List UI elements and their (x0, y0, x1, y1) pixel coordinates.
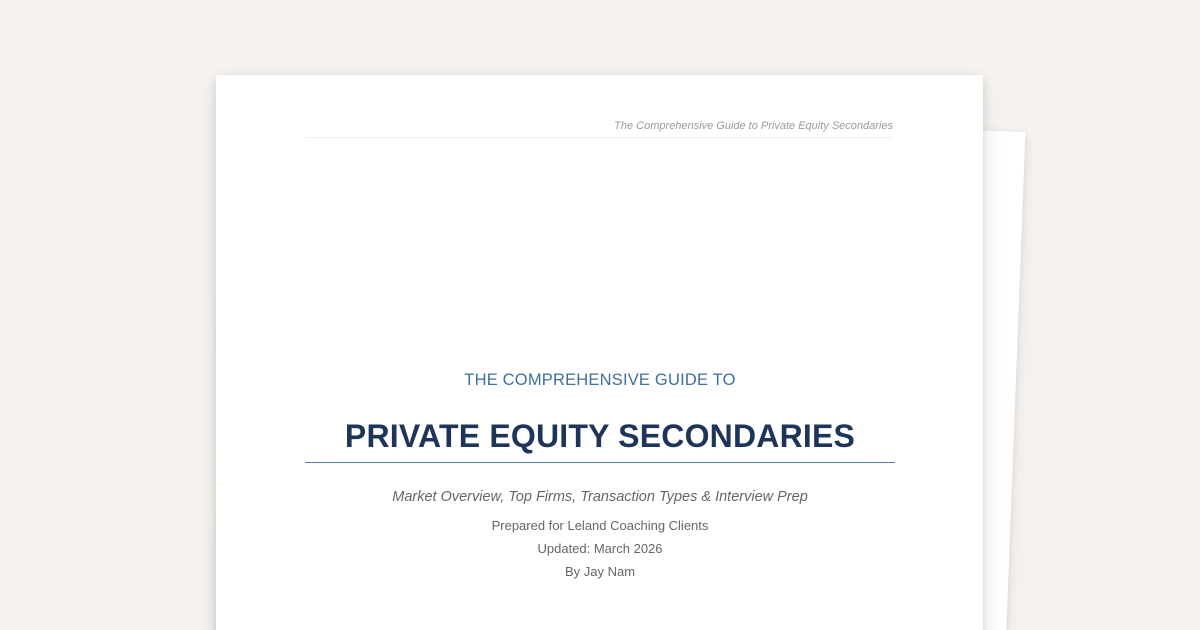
running-header: The Comprehensive Guide to Private Equity Secondaries (305, 119, 893, 138)
document-title: PRIVATE EQUITY SECONDARIES (344, 418, 856, 455)
updated-date-line: Updated: March 2026 (537, 541, 663, 556)
author-line: By Jay Nam (564, 564, 636, 579)
document-overline: THE COMPREHENSIVE GUIDE TO (464, 371, 736, 389)
document-cover-page (216, 75, 983, 630)
prepared-for-line: Prepared for Leland Coaching Clients (491, 518, 709, 533)
title-divider (305, 462, 895, 463)
document-subtitle: Market Overview, Top Firms, Transaction Types & Interview Prep (392, 489, 808, 505)
